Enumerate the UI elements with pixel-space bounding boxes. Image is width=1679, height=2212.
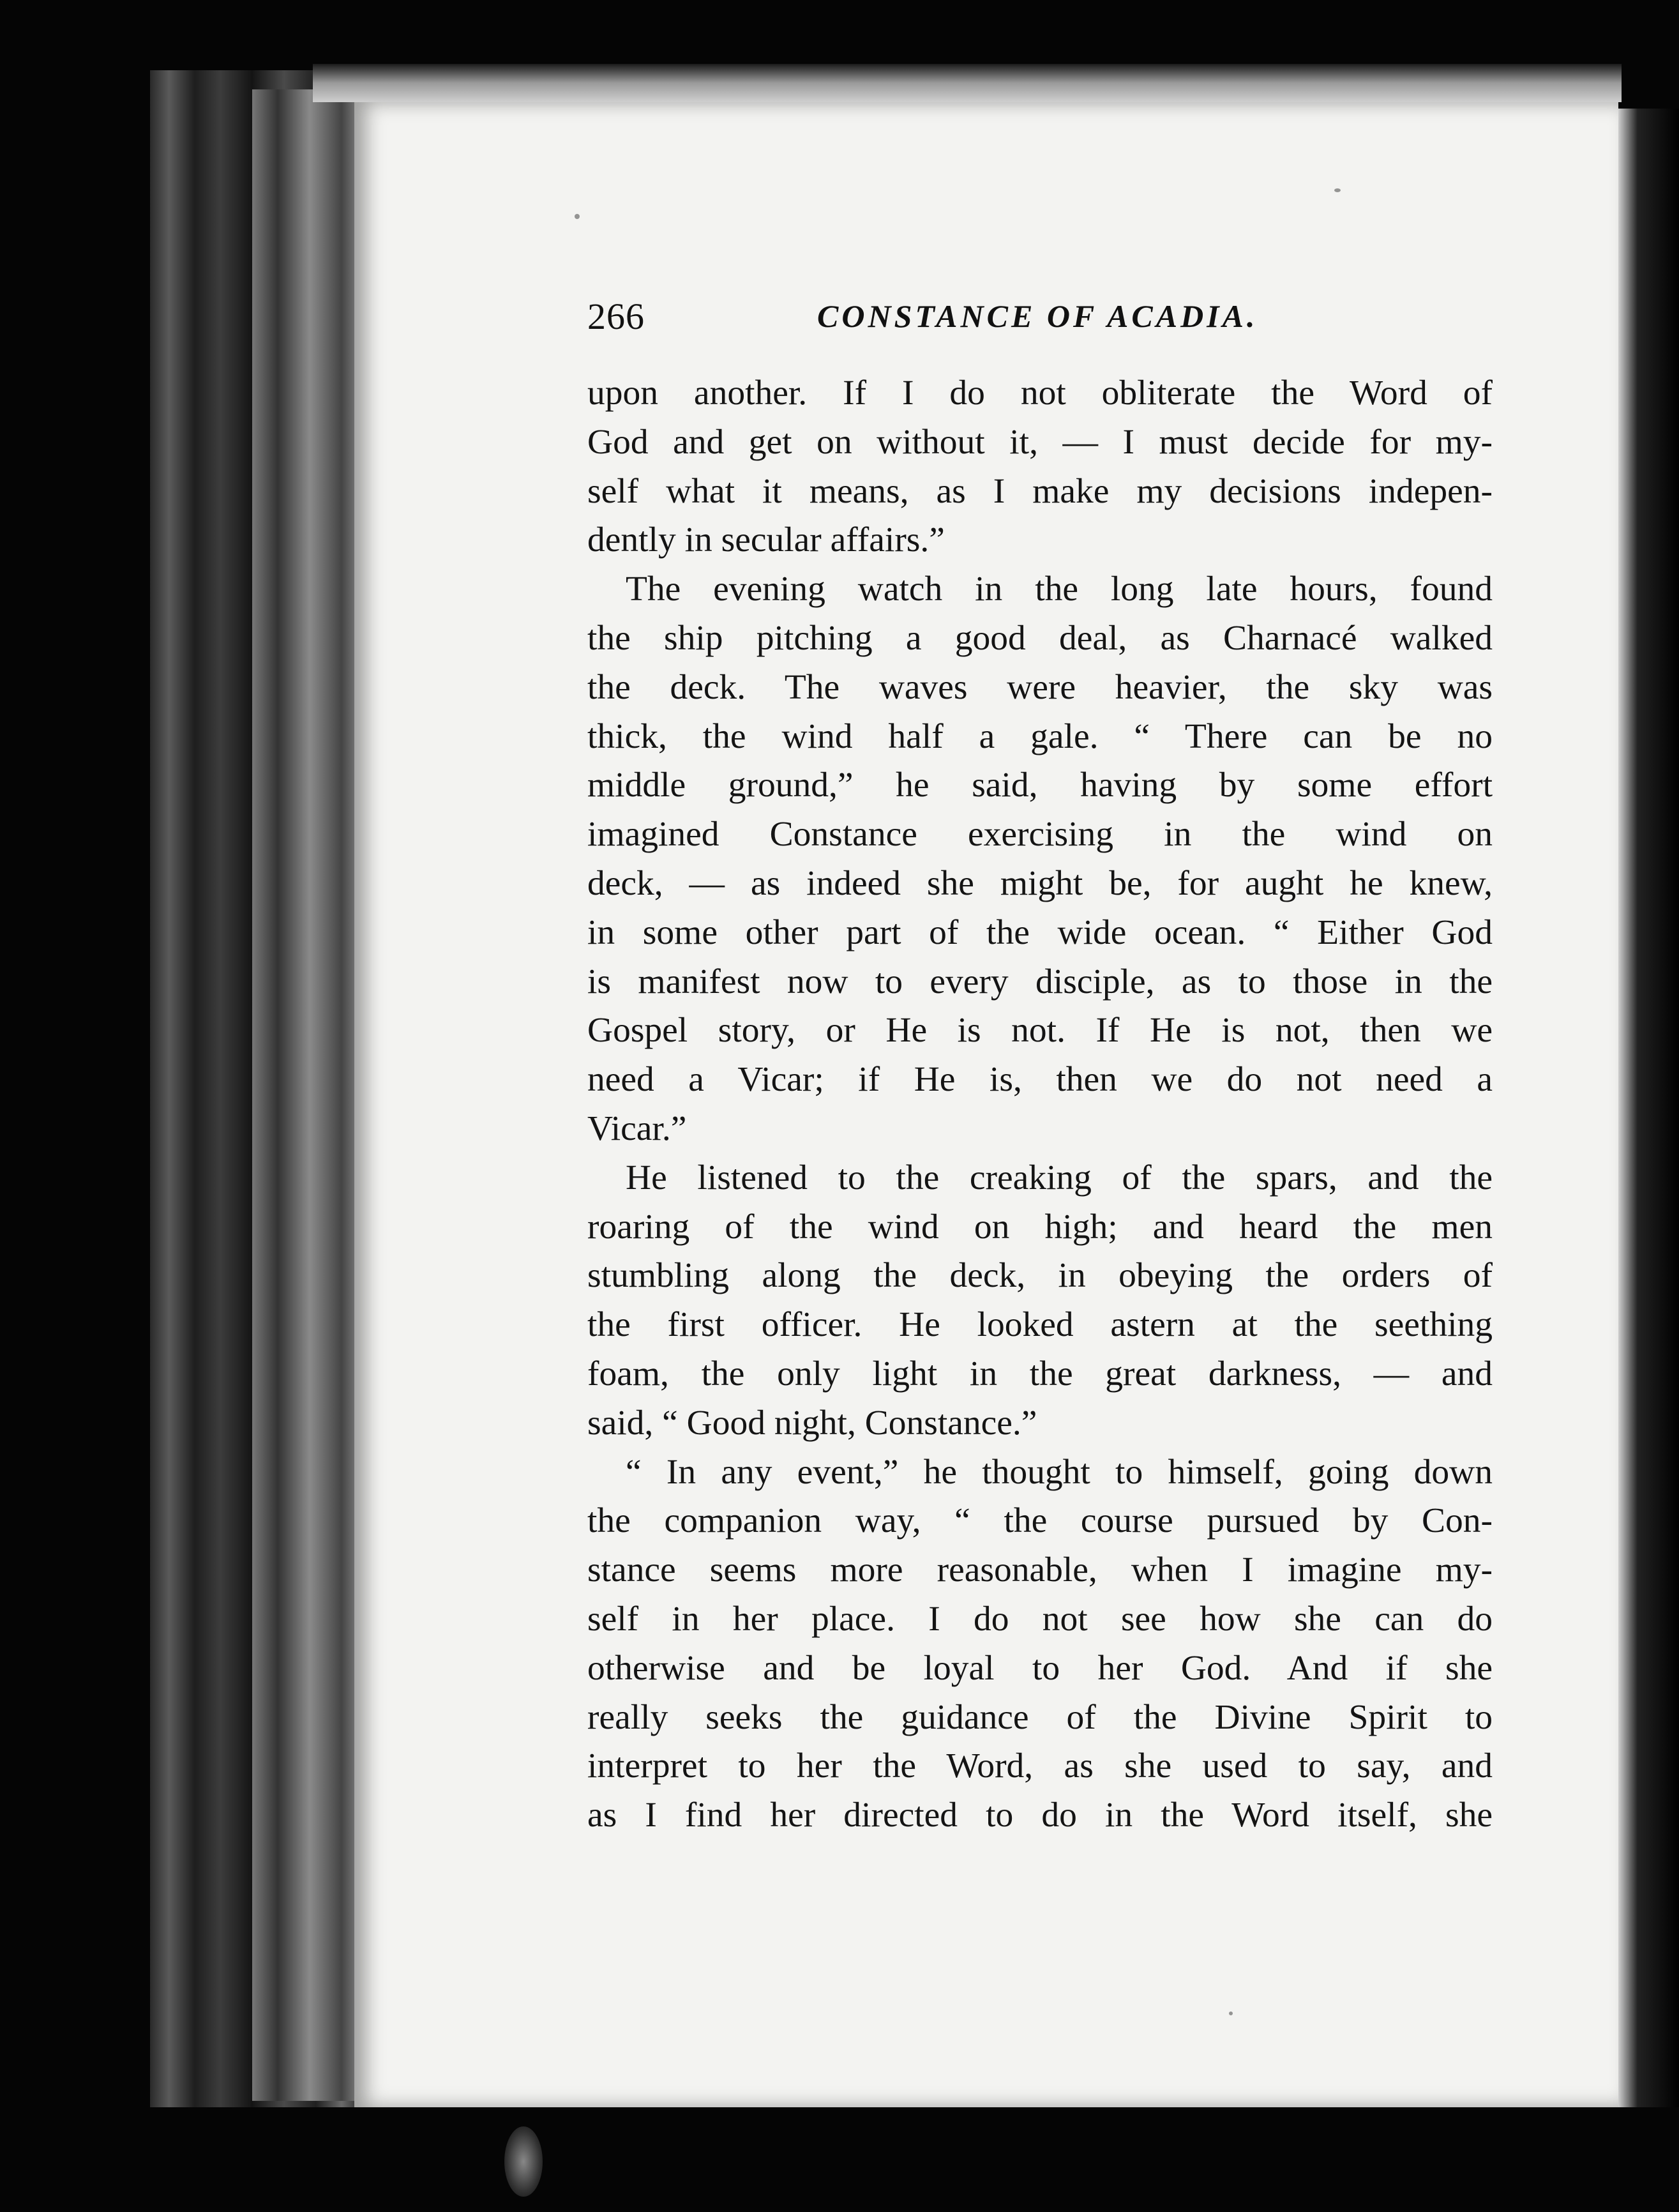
scan-speck bbox=[575, 214, 580, 219]
text-line: roaring of the wind on high; and heard the men bbox=[587, 1207, 1493, 1246]
book-title: CONSTANCE OF ACADIA. bbox=[817, 298, 1258, 334]
text-line: otherwise and be loyal to her God. And if she bbox=[587, 1648, 1493, 1688]
text-line: the deck. The waves were heavier, the sky was bbox=[587, 667, 1493, 707]
text-line: the companion way, “ the course pursued by Con- bbox=[587, 1501, 1493, 1541]
text-line: God and get on without it, — I must decide for my- bbox=[587, 422, 1493, 462]
text-line: He listened to the creaking of the spars, and the bbox=[626, 1158, 1493, 1197]
book-page-edges-inner bbox=[252, 89, 367, 2101]
text-line: really seeks the guidance of the Divine Spirit to bbox=[587, 1697, 1493, 1737]
book-right-edge bbox=[1618, 109, 1679, 2107]
text-line: need a Vicar; if He is, then we do not need a bbox=[587, 1060, 1493, 1100]
text-line: dently in secular affairs.” bbox=[587, 520, 945, 560]
running-head bbox=[587, 295, 1302, 346]
text-line: middle ground,” he said, having by some effort bbox=[587, 766, 1493, 805]
text-line: The evening watch in the long late hours, found bbox=[626, 570, 1493, 609]
scan-speck bbox=[1229, 2011, 1233, 2015]
scan-speck bbox=[1334, 188, 1341, 192]
text-line: self what it means, as I make my decisions indepen- bbox=[587, 471, 1493, 511]
text-line: the ship pitching a good deal, as Charnacé walked bbox=[587, 618, 1493, 658]
text-line: stumbling along the deck, in obeying the orders of bbox=[587, 1256, 1493, 1296]
text-line: Gospel story, or He is not. If He is not, then we bbox=[587, 1011, 1493, 1050]
text-line: Vicar.” bbox=[587, 1109, 687, 1148]
page-number: 266 bbox=[587, 296, 645, 337]
text-line: as I find her directed to do in the Word itself, she bbox=[587, 1796, 1493, 1835]
book-top-edge bbox=[313, 64, 1622, 102]
text-line: upon another. If I do not obliterate the Word of bbox=[587, 374, 1493, 413]
text-line: in some other part of the wide ocean. “ Either God bbox=[587, 913, 1493, 952]
text-line: said, “ Good night, Constance.” bbox=[587, 1403, 1037, 1443]
text-line: imagined Constance exercising in the wind on bbox=[587, 815, 1493, 854]
body-text bbox=[587, 369, 1493, 1840]
text-line: “ In any event,” he thought to himself, going down bbox=[626, 1452, 1493, 1492]
text-line: self in her place. I do not see how she can do bbox=[587, 1599, 1493, 1639]
scan-blot bbox=[504, 2126, 543, 2197]
text-line: foam, the only light in the great darkness, — and bbox=[587, 1354, 1493, 1393]
text-line: interpret to her the Word, as she used to say, and bbox=[587, 1746, 1493, 1786]
text-line: is manifest now to every disciple, as to those in the bbox=[587, 962, 1493, 1001]
text-line: the first officer. He looked astern at the seething bbox=[587, 1305, 1493, 1345]
text-line: deck, — as indeed she might be, for aught he knew, bbox=[587, 863, 1493, 903]
text-line: thick, the wind half a gale. “ There can be no bbox=[587, 716, 1493, 756]
text-line: stance seems more reasonable, when I imagine my- bbox=[587, 1550, 1493, 1590]
